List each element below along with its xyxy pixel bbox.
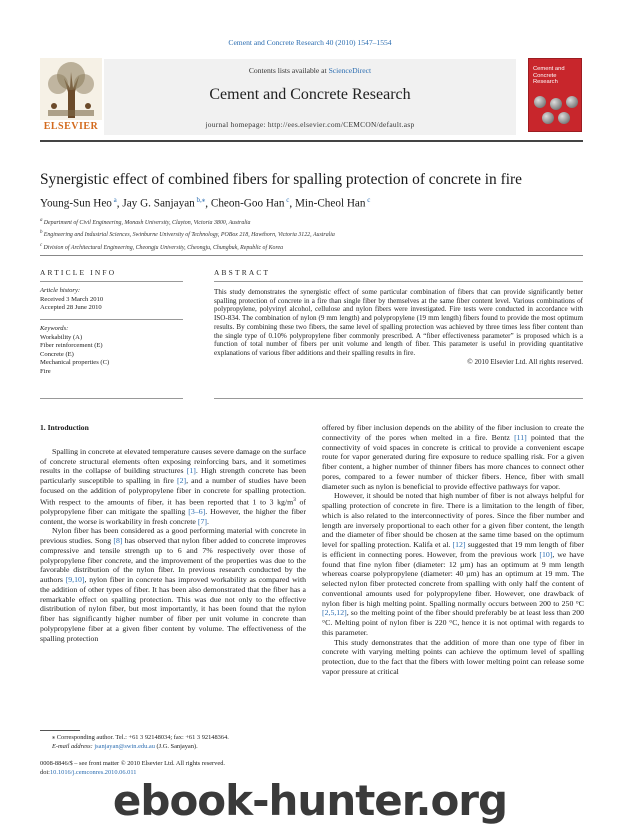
citation-link[interactable]: [11] [514,432,527,442]
cover-circle [550,98,562,110]
title-divider [40,255,583,256]
author-separator: , [116,197,123,210]
article-history [40,287,183,313]
body-text: , nylon fiber in concrete has improved workability as compared with the addition of other types of fiber. It has been also demonstrated that the fiber has a remarkable effect on spalling protection. This was due not only to the effective distribution of nylon fiber, but most importantly, it has been found that the nylon fiber has significantly higher number of fiber per unit volume in concrete than polypropylene fiber at a given fiber content by volume. The effectiveness of the spalling protection [40,575,307,643]
body-text: suggested that 19 mm length of fiber is efficient in connecting pores. However, from the previous work [322,540,584,559]
body-paragraph [322,491,584,637]
citation-link[interactable]: [1] [186,466,196,476]
keyword: Mechanical properties (C) [40,359,110,366]
affiliation-text: Division of Architectural Engineering, Cheongju University, Cheongju, Chungbuk, Republic of Korea [43,244,284,251]
body-column-left [40,423,306,643]
author-separator: , [205,197,211,210]
cover-circle [566,96,578,108]
affiliation-mark: c [40,242,44,248]
section-heading: 1. Introduction [40,423,89,432]
issn-line: 0008-8846/$ – see front matter © 2010 Elsevier Ltd. All rights reserved. [40,760,225,767]
abstract-text: This study demonstrates the synergistic effect of some particular combination of fibers that can provide significantly better spalling protection of concrete in a fire than single fiber by themselves at the same fiber content level. Various combinations of polypropylene, polyvinyl alcohol, cellulose and nylon fibers were investigated. Fire tests were conducted in accordance with ISO-834. The combination of nylon (9 mm length) and polypropylene (19 mm length) fibers found to provide the most optimum results. By combining these two fibers, the same level of spalling protection was achieved by three times less fiber content than the single type of 0.10% polypropylene fiber commonly prescribed. A “fiber effectiveness parameter” is proposed which is a function of total number of fibers per unit volume and length of fiber. This parameter is useful in providing quantitative explanations of various fiber additions and their spalling results in fire. [214,288,583,357]
footnotes [52,734,302,751]
keyword: Fire [40,367,51,375]
corresponding-author-note: ⁎ Corresponding author. Tel.: +61 3 92148034; fax: +61 3 92148364. [52,734,229,741]
received-date: Received 3 March 2010 [40,295,104,303]
author-affiliation-mark[interactable]: a [111,196,117,204]
divider [40,281,183,282]
affiliation [40,216,600,228]
cover-title: Cement and Concrete Research [533,66,565,85]
contents-line [104,66,516,75]
citation-link[interactable]: [2] [176,476,187,485]
citation-link[interactable]: [3–6] [188,506,206,516]
author-affiliation-mark[interactable]: c [365,196,371,204]
doi-link[interactable]: 10.1016/j.cemconres.2010.06.011 [49,768,137,776]
author-affiliation-mark[interactable]: b,⁎ [194,196,206,204]
footnote-divider [40,730,80,731]
email-suffix: (J.G. Sanjayan). [154,742,198,750]
affiliation-text: Department of Civil Engineering, Monash University, Clayton, Victoria 3800, Australia [43,219,251,226]
divider [40,319,183,320]
abstract-body [214,288,583,366]
body-text: Spalling in concrete at elevated temperature causes severe damage on the surface of concrete structural elements often exposing reinforcing bars, and it sometimes results in the collapse of building structures [40,446,306,476]
body-text: , so the melting point of the fiber should preferably be at least less than 200 °C. Melting point of nylon fiber is 220 °C, hence it is not optimal with regards to this parameter. [322,608,584,637]
sciencedirect-link[interactable]: ScienceDirect [328,66,372,75]
publisher-logo-text: ELSEVIER [43,121,99,132]
citation-link[interactable]: [12] [452,540,466,549]
keyword: Fiber reinforcement (E) [40,342,103,349]
body-paragraph [40,447,306,527]
cover-circle [542,112,554,124]
history-label: Article history: [40,287,81,294]
affiliation [40,228,600,240]
body-paragraph [40,526,306,643]
copyright-line: © 2010 Elsevier Ltd. All rights reserved. [467,357,583,366]
citation-link[interactable]: [7] [197,516,207,526]
citation-link[interactable]: [2,5,12] [322,608,347,618]
author-separator: , [289,197,295,210]
citation-link[interactable]: [10] [539,549,553,559]
author-name: Cheon-Goo Han [210,197,285,210]
keywords-label: Keywords: [40,325,69,332]
header-divider [40,140,583,142]
body-text: Nylon fiber has been considered as a good performing material with concrete in previous studies. Song [40,526,306,546]
affiliation-text: Engineering and Industrial Sciences, Swinburne University of Technology, POBox 218, Hawthorn, Victoria 3122, Australia [43,232,335,239]
accepted-date: Accepted 28 June 2010 [40,304,102,311]
article-info-heading: ARTICLE INFO [40,268,117,277]
author-name: Young-Sun Heo [40,197,112,210]
body-text: . However, the higher the fiber content, the worse is workability in fresh concrete [40,506,306,526]
body-text: pointed that the connectivity of void spaces in concrete is critical to provide a convenient escape route for vapor generated during fire exposure to reduce spalling risk. For a given fiber content, a higher number of thinner fibers has more chances to connect other pores, compared to a fewer number of thicker fibers. Hence, fiber with small diameter such as nylon is beneficial to provide effective pathways for vapor. [322,432,584,491]
email-note [52,743,302,752]
citation-link[interactable]: [8] [113,536,123,546]
keyword: Workability (A) [40,333,83,341]
journal-title: Cement and Concrete Research [209,86,411,103]
keyword: Concrete (E) [40,350,74,358]
divider [214,281,583,282]
affiliation-list [40,216,600,253]
body-paragraph [322,423,584,491]
affiliation [40,241,600,253]
doi-label: doi: [40,768,50,776]
body-column-right [322,423,584,677]
affiliation-mark: b [40,230,44,236]
journal-reference[interactable]: Cement and Concrete Research 40 (2010) 1547–1554 [228,38,392,47]
journal-homepage[interactable]: journal homepage: http://ees.elsevier.com/CEMCON/default.asp [205,120,415,129]
body-text: However, it should be noted that high number of fiber is not always helpful for spalling protection of concrete in fire. There is a limitation to the length of fiber, which is also related to the interconnectivity of pores. Since the fiber number and length are inversely proportional to each other for a given fiber content, the length and the diameter of fiber should be chosen at the same time based on the optimum level for spalling protection. Kalifa et al. [322,491,584,549]
author-list [40,196,600,210]
author-name: Min-Cheol Han [294,197,366,210]
affiliation-mark: a [40,218,44,223]
body-text: This study demonstrates that the addition of more than one type of fiber in concrete with varying melting points can achieve the optimum level of spalling protection, due to the fact that the fibers with lower melting point can release some vapor pressure at critical [322,637,584,676]
issn-block [40,760,300,777]
author-name: Jay G. Sanjayan [122,197,195,210]
body-text: has observed that nylon fiber added to concrete improves compressive and tensile strength up to 6 and 7% respectively over those of polypropylene fiber concrete, and the improvement of the properties was due to the favorable distribution of the nylon fiber. In previous research conducted by the authors [40,536,306,585]
citation-link[interactable]: [9,10] [65,575,85,585]
left-paragraphs [40,447,306,644]
divider [40,398,183,399]
body-text: , and a number of studies have been focused on the addition of polypropylene fiber in concrete for spalling protection. With respect to the amounts of fiber, it has been reported that 1 to 3 kg/m [40,476,307,507]
body-text: offered by fiber inclusion depends on the ability of the fiber inclusion to create the connectivity of the pores when melted in a fire. Bentz [322,423,584,442]
divider [214,398,583,399]
body-paragraph [322,638,584,677]
superscript: 3 [293,496,296,503]
body-text: . [206,516,209,526]
cover-circle [558,112,570,124]
keywords-block [40,325,183,376]
body-text: of polypropylene fiber can mitigate the spalling [40,497,306,516]
abstract-heading: ABSTRACT [214,268,271,277]
email-label: E-mail address: [52,742,95,750]
body-text: , we have found that fine nylon fiber (diameter: 12 µm) has an optimum at 9 mm length whereas coarse polypropylene (diameter: 40 µm) has an optimum at 19 mm. The selected nylon fiber protected concrete from spalling with only half the content of conventional amounts used for polypropylene fiber. However, one drawback of nylon fiber is high melting point. Spalling normally occurs between 200 to 250 °C [322,549,584,608]
paper-title: Synergistic effect of combined fibers for spalling protection of concrete in fire [40,171,522,188]
body-text: . High strength concrete has been particularly susceptible to spalling in fire [40,466,307,485]
cover-circle [534,96,546,108]
contents-prefix: Contents lists available at [248,66,329,75]
watermark: ebook-hunter.org [112,776,508,825]
email-link[interactable]: jsanjayan@swin.edu.au [94,742,155,750]
author-affiliation-mark[interactable]: c [284,196,290,204]
